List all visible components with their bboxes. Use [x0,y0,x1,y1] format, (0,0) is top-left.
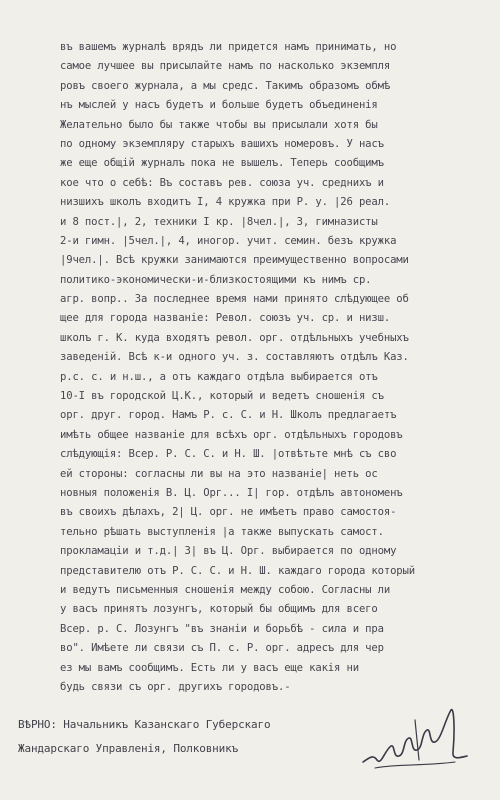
document-line: нъ мыслей у насъ будетъ и больше будетъ объединенія [60,99,378,112]
document-line: ез мы вамъ сообщимъ. Есть ли у васъ еще какія ни [60,661,359,674]
document-line: школъ г. К. куда входятъ револ. орг. отдѣльныхъ учебныхъ [60,331,409,344]
document-line: |9чел.|. Всѣ кружки занимаются преимущественно вопросами [60,254,409,267]
document-line: агр. вопр.. За последнее время нами принято слѣдующее об [60,293,409,306]
document-line: имѣть общее названіе для всѣхъ орг. отдѣльныхъ городовъ [60,428,403,441]
document-line: и 8 пост.|, 2, техники I кр. |8чел.|, 3, гимназисты [60,215,378,228]
document-line: у васъ принятъ лозунгъ, который бы общимъ для всего [60,603,378,616]
document-line: 10-I въ городской Ц.К., который и ведетъ сношенія съ [60,390,384,403]
document-line: слѣдующія: Всер. Р. С. С. и Н. Ш. |отвѣтьте мнѣ съ сво [60,448,397,461]
document-line: ровъ своего журнала, а мы средс. Такимъ образомъ обмѣ [60,79,391,92]
document-line: Желательно было бы также чтобы вы присылали хотя бы [60,118,378,131]
document-line: кое что о себѣ: Въ составъ рев. союза уч. среднихъ и [60,176,384,189]
footer-line: ВѢРНО: Начальникъ Казанскаго Губерскаго [18,718,271,731]
document-line: щее для города названіе: Револ. союзъ уч. ср. и низш. [60,312,391,325]
document-line: и ведутъ письменныя сношенія между собою. Согласны ли [60,583,391,596]
document-line: новныя положенія В. Ц. Орг... I| гор. отдѣлъ автономенъ [60,486,403,499]
document-line: орг. друг. город. Намъ Р. с. С. и Н. Школъ предлагаетъ [60,409,397,422]
document-line: заведеній. Всѣ к-и одного уч. з. составляютъ отдѣлъ Каз. [60,351,409,364]
handwritten-signature [355,700,475,780]
document-line: ей стороны: согласны ли вы на это названіе| неть ос [60,467,378,480]
document-line: по одному экземпляру старыхъ вашихъ номеровъ. У насъ [60,137,384,150]
document-line: представителю отъ Р. С. С. и Н. Ш. каждаго города который [60,564,415,577]
document-line: самое лучшее вы присылайте намъ по насколько экземпля [60,60,391,73]
document-line: тельно рѣшать выступленія |а также выпускать самост. [60,525,384,538]
document-line: же еще общій журналъ пока не вышелъ. Теперь сообщимъ [60,157,384,170]
document-line: р.с. с. и н.ш., а отъ каждаго отдѣла выбирается отъ [60,370,378,383]
document-line: прокламаціи и т.д.| 3| въ Ц. Орг. выбирается по одному [60,545,397,558]
footer-line: Жандарскаго Управленія, Полковникъ [18,742,239,755]
document-line: низшихъ школъ входитъ I, 4 кружка при Р. у. |26 реал. [60,196,391,209]
document-line: въ своихъ дѣлахъ, 2| Ц. орг. не имѣетъ право самостоя- [60,506,397,519]
document-line: 2-и гимн. |5чел.|, 4, иногор. учит. семин. безъ кружка [60,234,397,247]
document-line: Всер. р. С. Лозунгъ "въ знаніи и борьбѣ - сила и пра [60,622,384,635]
document-line: будь связи съ орг. другихъ городовъ.- [60,680,291,693]
document-line: въ вашемъ журналѣ врядъ ли придется намъ принимать, но [60,41,397,53]
document-line: политико-экономически-и-близкостоящими къ нимъ ср. [60,273,372,286]
document-body [60,38,482,697]
document-line: во". Имѣете ли связи съ П. с. Р. орг. адресъ для чер [60,642,384,655]
